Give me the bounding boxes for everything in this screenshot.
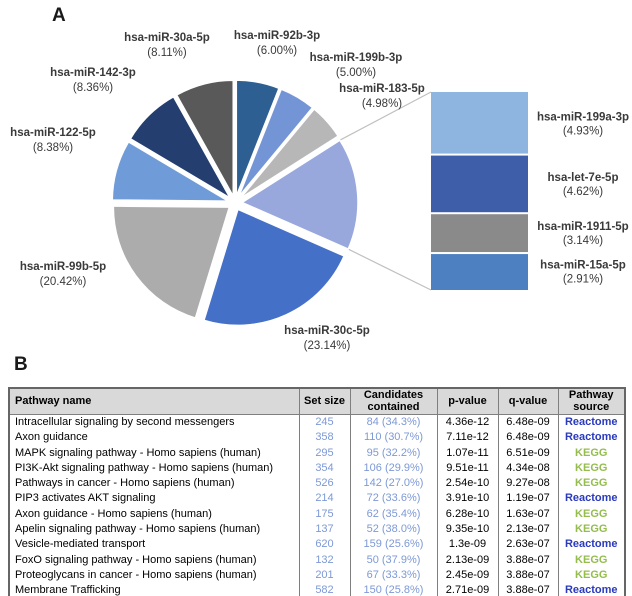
candidates-cell: 95 (32.2%) [350, 446, 437, 461]
pathway-source-cell: KEGG [558, 522, 625, 537]
bar-label: hsa-let-7e-5p [547, 171, 619, 184]
set-size-cell: 620 [299, 537, 350, 552]
p-value-cell: 2.71e-09 [437, 583, 498, 596]
p-value-cell: 4.36e-12 [437, 415, 498, 431]
bar-segment-hsa-miR-199a-3p [431, 92, 528, 154]
table-row [9, 583, 625, 596]
q-value-cell: 6.51e-09 [498, 446, 558, 461]
pathway-name-cell: FoxO signaling pathway - Homo sapiens (human) [9, 553, 299, 568]
p-value-cell: 2.13e-09 [437, 553, 498, 568]
candidates-cell: 84 (34.3%) [350, 415, 437, 431]
candidates-cell: 110 (30.7%) [350, 430, 437, 445]
q-value-cell: 1.63e-07 [498, 507, 558, 522]
table-row [9, 537, 625, 552]
bar-label: hsa-miR-199a-3p [536, 111, 630, 124]
p-value-cell: 3.91e-10 [437, 491, 498, 506]
set-size-cell: 175 [299, 507, 350, 522]
q-value-cell: 3.88e-07 [498, 583, 558, 596]
q-value-cell: 1.19e-07 [498, 491, 558, 506]
slice-label: hsa-miR-92b-3p [233, 30, 321, 42]
pathway-name-cell: PI3K-Akt signaling pathway - Homo sapiens (human) [9, 461, 299, 476]
col-header-set-size: Set size [299, 388, 350, 415]
pathway-name-cell: PIP3 activates AKT signaling [9, 491, 299, 506]
col-header-pathway-source: Pathway source [558, 388, 625, 415]
bar-segment-hsa-miR-15a-5p [431, 254, 528, 290]
pathway-name-cell: Vesicle-mediated transport [9, 537, 299, 552]
pathway-source-cell: KEGG [558, 476, 625, 491]
set-size-cell: 132 [299, 553, 350, 568]
connector-line-bottom [348, 249, 431, 290]
pathway-source-cell: Reactome [558, 430, 625, 445]
pathway-name-cell: Apelin signaling pathway - Homo sapiens (human) [9, 522, 299, 537]
table-row [9, 507, 625, 522]
pathway-source-cell: KEGG [558, 568, 625, 583]
table-header-row [9, 388, 625, 415]
pathway-name-cell: MAPK signaling pathway - Homo sapiens (human) [9, 446, 299, 461]
p-value-cell: 2.45e-09 [437, 568, 498, 583]
slice-pct-label: (20.42%) [39, 276, 87, 288]
table-row [9, 415, 625, 431]
bar-pct-label: (3.14%) [562, 235, 604, 248]
q-value-cell: 2.63e-07 [498, 537, 558, 552]
set-size-cell: 214 [299, 491, 350, 506]
pathway-name-cell: Intracellular signaling by second messengers [9, 415, 299, 431]
set-size-cell: 137 [299, 522, 350, 537]
set-size-cell: 526 [299, 476, 350, 491]
header-row [9, 388, 625, 415]
pathway-source-cell: Reactome [558, 537, 625, 552]
q-value-cell: 2.13e-07 [498, 522, 558, 537]
bar-segment-hsa-let-7e-5p [431, 156, 528, 213]
set-size-cell: 245 [299, 415, 350, 431]
candidates-cell: 52 (38.0%) [350, 522, 437, 537]
pathway-name-cell: Membrane Trafficking [9, 583, 299, 596]
p-value-cell: 9.51e-11 [437, 461, 498, 476]
q-value-cell: 3.88e-07 [498, 568, 558, 583]
candidates-cell: 62 (35.4%) [350, 507, 437, 522]
pathway-name-cell: Pathways in cancer - Homo sapiens (human) [9, 476, 299, 491]
pathway-enrichment-table [8, 387, 626, 596]
slice-pct-label: (8.36%) [72, 82, 114, 94]
p-value-cell: 2.54e-10 [437, 476, 498, 491]
bar-label: hsa-miR-15a-5p [540, 259, 626, 272]
p-value-cell: 1.3e-09 [437, 537, 498, 552]
bar-segment-hsa-miR-1911-5p [431, 214, 528, 252]
bar-pct-label: (4.62%) [562, 185, 604, 198]
table-row [9, 568, 625, 583]
pathway-source-cell: KEGG [558, 446, 625, 461]
table-row [9, 522, 625, 537]
slice-pct-label: (6.00%) [256, 45, 298, 57]
slice-pct-label: (4.98%) [361, 98, 403, 110]
bar-label: hsa-miR-1911-5p [537, 221, 629, 234]
table-row [9, 553, 625, 568]
candidates-cell: 72 (33.6%) [350, 491, 437, 506]
candidates-cell: 159 (25.6%) [350, 537, 437, 552]
slice-label: hsa-miR-99b-5p [19, 261, 107, 273]
p-value-cell: 9.35e-10 [437, 522, 498, 537]
candidates-cell: 150 (25.8%) [350, 583, 437, 596]
table-row [9, 430, 625, 445]
pathway-source-cell: KEGG [558, 507, 625, 522]
set-size-cell: 582 [299, 583, 350, 596]
slice-label: hsa-miR-183-5p [339, 83, 425, 95]
pathway-source-cell: KEGG [558, 553, 625, 568]
table-row [9, 461, 625, 476]
set-size-cell: 201 [299, 568, 350, 583]
p-value-cell: 1.07e-11 [437, 446, 498, 461]
set-size-cell: 295 [299, 446, 350, 461]
panel-a-label: A [52, 5, 66, 26]
pathway-source-cell: KEGG [558, 461, 625, 476]
table-row [9, 491, 625, 506]
candidates-cell: 106 (29.9%) [350, 461, 437, 476]
q-value-cell: 6.48e-09 [498, 430, 558, 445]
slice-pct-label: (8.11%) [147, 47, 187, 59]
table-row [9, 476, 625, 491]
slice-pct-label: (8.38%) [32, 142, 74, 154]
q-value-cell: 4.34e-08 [498, 461, 558, 476]
bar-pct-label: (2.91%) [562, 273, 604, 286]
table-body [9, 415, 625, 596]
table-row [9, 446, 625, 461]
slice-label: hsa-miR-199b-3p [309, 52, 403, 64]
pathway-name-cell: Axon guidance [9, 430, 299, 445]
q-value-cell: 9.27e-08 [498, 476, 558, 491]
pathway-source-cell: Reactome [558, 491, 625, 506]
pathway-source-cell: Reactome [558, 415, 625, 431]
q-value-cell: 6.48e-09 [498, 415, 558, 431]
slice-pct-label: (23.14%) [303, 340, 351, 352]
col-header-q-value: q-value [498, 388, 558, 415]
candidates-cell: 67 (33.3%) [350, 568, 437, 583]
pathway-name-cell: Axon guidance - Homo sapiens (human) [9, 507, 299, 522]
bar-pct-label: (4.93%) [562, 125, 604, 138]
pathway-name-cell: Proteoglycans in cancer - Homo sapiens (human) [9, 568, 299, 583]
col-header-candidates: Candidates contained [350, 388, 437, 415]
col-header-p-value: p-value [437, 388, 498, 415]
panel-b-label: B [14, 354, 28, 375]
pathway-source-cell: Reactome [558, 583, 625, 596]
slice-label: hsa-miR-122-5p [10, 127, 96, 139]
p-value-cell: 6.28e-10 [437, 507, 498, 522]
candidates-cell: 50 (37.9%) [350, 553, 437, 568]
slice-label: hsa-miR-30c-5p [284, 325, 370, 337]
set-size-cell: 354 [299, 461, 350, 476]
set-size-cell: 358 [299, 430, 350, 445]
candidates-cell: 142 (27.0%) [350, 476, 437, 491]
q-value-cell: 3.88e-07 [498, 553, 558, 568]
slice-label: hsa-miR-142-3p [50, 67, 136, 79]
p-value-cell: 7.11e-12 [437, 430, 498, 445]
col-header-pathway-name: Pathway name [9, 388, 299, 415]
slice-pct-label: (5.00%) [335, 67, 377, 79]
slice-label: hsa-miR-30a-5p [124, 32, 210, 44]
